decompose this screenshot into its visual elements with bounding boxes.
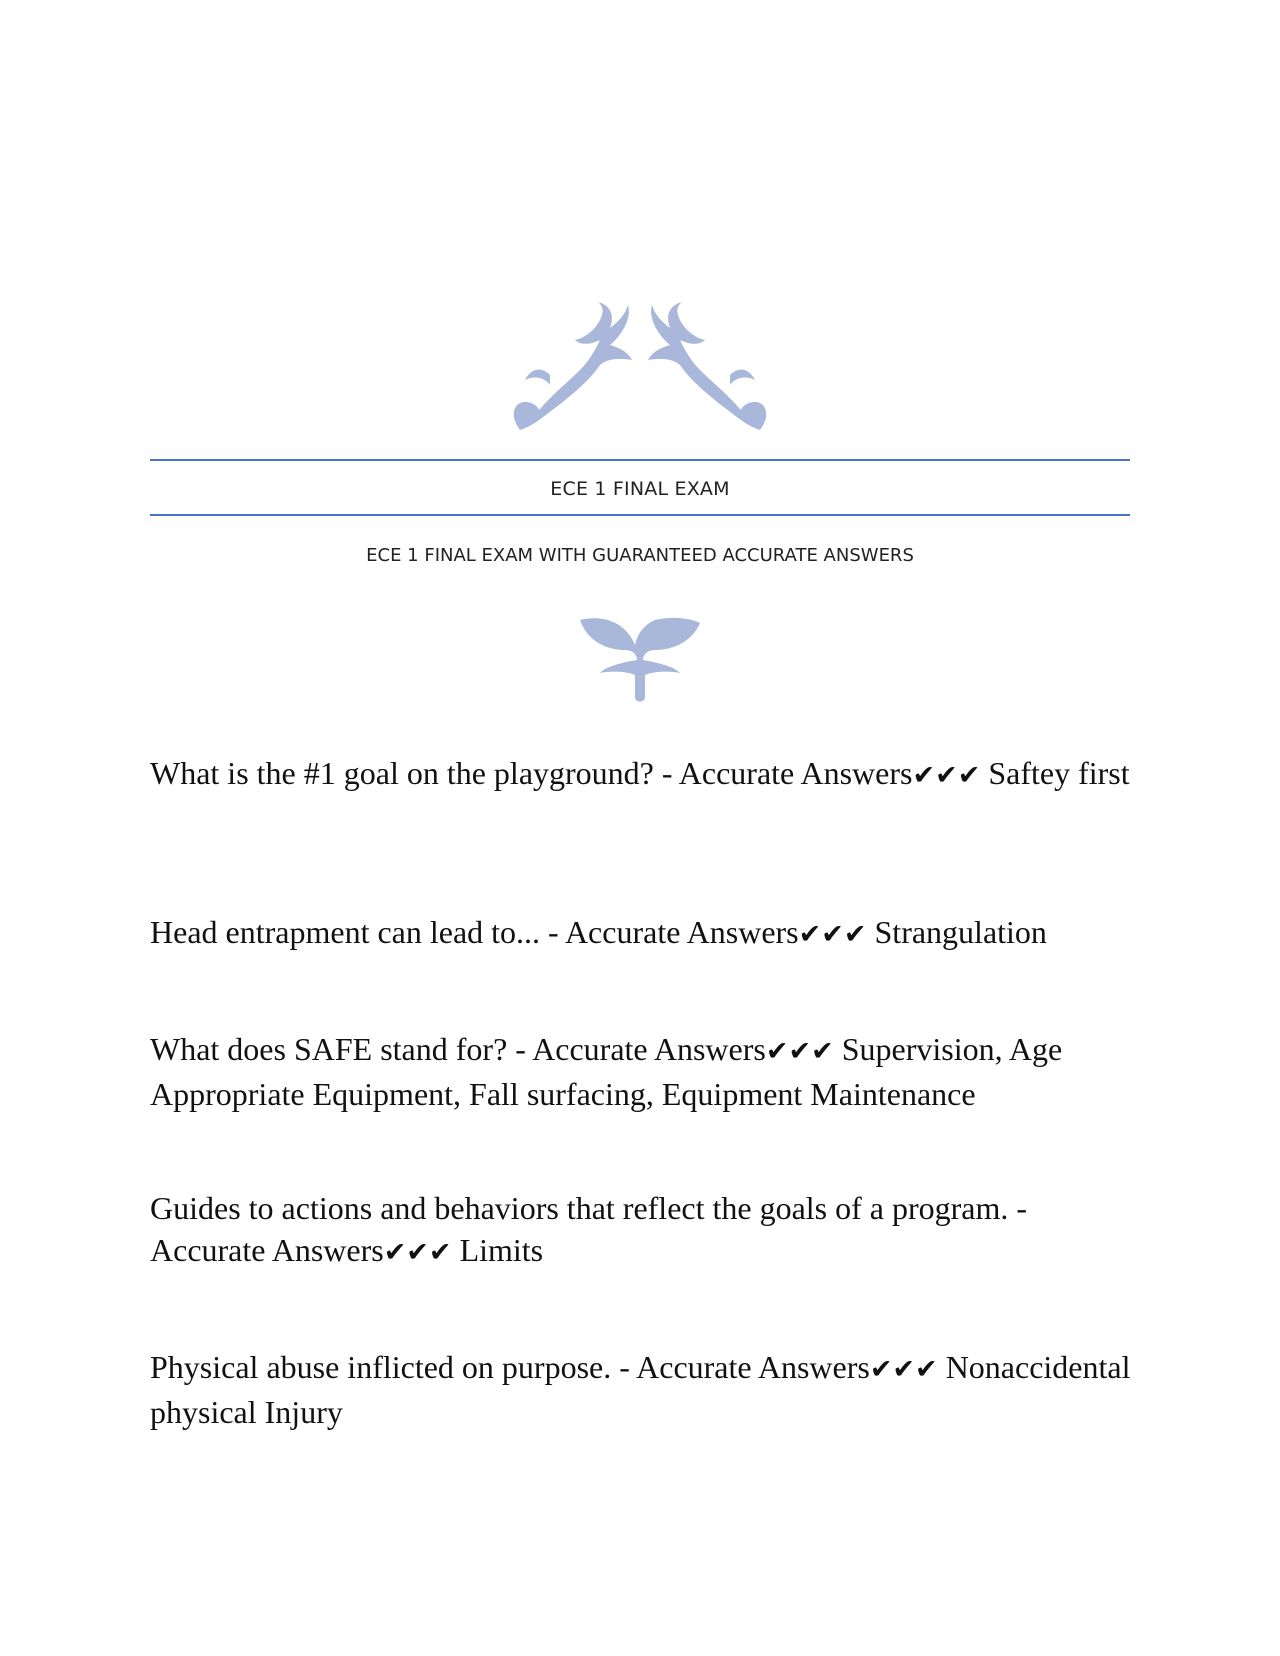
- answer-text: Strangulation: [874, 914, 1047, 950]
- qa-item: [150, 911, 1140, 1028]
- fleur-ornament-icon: [575, 615, 705, 705]
- checkmark-icon: ✔✔✔: [912, 760, 981, 791]
- page-subtitle: ECE 1 FINAL EXAM WITH GUARANTEED ACCURATE ANSWERS: [366, 545, 914, 566]
- page-title: ECE 1 FINAL EXAM: [550, 478, 730, 500]
- answer-text: Limits: [459, 1232, 544, 1268]
- checkmark-icon: ✔✔✔: [765, 1036, 834, 1067]
- answer-text: Saftey first: [988, 755, 1130, 791]
- question-text: What is the #1 goal on the playground? - Accurate Answers: [150, 755, 913, 791]
- floral-scroll-ornament-icon: [510, 300, 770, 440]
- qa-item: [150, 752, 1140, 911]
- title-top-rule: [150, 459, 1130, 461]
- title-bottom-rule: [150, 514, 1130, 516]
- question-text: What does SAFE stand for? - Accurate Answers: [150, 1031, 766, 1067]
- question-text: Guides to actions and behaviors that reflect the goals of a program. - Accurate Answers: [150, 1190, 1028, 1268]
- question-text: Head entrapment can lead to... - Accurate Answers: [150, 914, 799, 950]
- checkmark-icon: ✔✔✔: [383, 1237, 452, 1268]
- answer-text: Supervision, Age Appropriate Equipment, Fall surfacing, Equipment Maintenance: [150, 1031, 1063, 1112]
- question-text: Physical abuse inflicted on purpose. - Accurate Answers: [150, 1349, 870, 1385]
- answer-text: Nonaccidental physical Injury: [150, 1349, 1131, 1430]
- qa-item: [150, 1028, 1140, 1187]
- checkmark-icon: ✔✔✔: [869, 1354, 938, 1385]
- checkmark-icon: ✔✔✔: [798, 919, 867, 950]
- qa-item: [150, 1187, 1140, 1346]
- qa-list: [150, 752, 1140, 1430]
- qa-item: [150, 1346, 1140, 1430]
